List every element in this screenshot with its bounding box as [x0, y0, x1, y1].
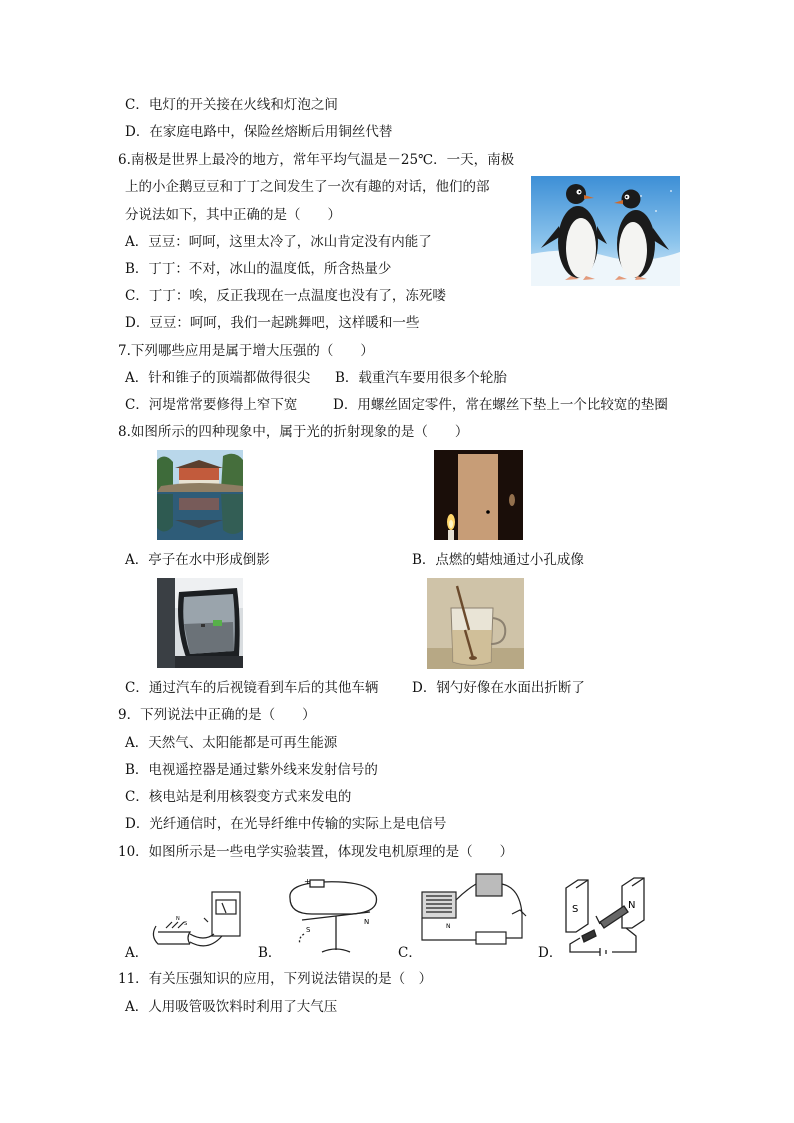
fig-d-s-label: S: [572, 904, 579, 915]
q7-option-d: D．用螺丝固定零件，常在螺丝下垫上一个比较宽的垫圈: [333, 397, 668, 413]
spoon-in-water-image: [427, 578, 524, 669]
q6-stem-line1: 6.南极是世界上最冷的地方，常年平均气温是－25℃．一天，南极: [118, 152, 515, 168]
q7-option-a: A．针和锥子的顶端都做得很尖: [125, 370, 311, 386]
q8-option-d: D．钢勺好像在水面出折断了: [412, 680, 585, 696]
q5-option-c: C．电灯的开关接在火线和灯泡之间: [125, 97, 338, 113]
q6-stem-line3: 分说法如下，其中正确的是（ ）: [125, 207, 341, 223]
fig-d-n-label: N: [628, 900, 636, 911]
q9-option-b: B．电视遥控器是通过紫外线来发射信号的: [125, 762, 378, 778]
fig-b-s-label: S: [306, 926, 311, 934]
q9-option-a: A．天然气、太阳能都是可再生能源: [125, 735, 338, 751]
q6-stem-line2: 上的小企鹅豆豆和丁丁之间发生了一次有趣的对话，他们的部: [125, 179, 490, 195]
penguins-image: [531, 176, 680, 286]
fig-b-n-label: N: [364, 918, 370, 926]
q11-stem: 11．有关压强知识的应用，下列说法错误的是（ ）: [118, 971, 433, 987]
q6-option-d: D．豆豆：呵呵，我们一起跳舞吧，这样暖和一些: [125, 315, 420, 331]
fig-a-galvanometer-magnet: [146, 878, 251, 960]
q9-option-c: C．核电站是利用核裂变方式来发电的: [125, 789, 352, 805]
q10-option-d: D．: [538, 945, 563, 961]
q6-option-c: C．丁丁：唉，反正我现在一点温度也没有了，冻死喽: [125, 288, 446, 304]
fig-c-solenoid-circuit: [416, 870, 531, 960]
q6-option-b: B．丁丁：不对，冰山的温度低，所含热量少: [125, 261, 392, 277]
pavilion-reflection-image: [157, 450, 243, 540]
svg-text:N: N: [176, 916, 180, 922]
svg-text:N: N: [446, 923, 451, 930]
fig-b-wire-over-compass: [282, 874, 390, 960]
q6-option-a: A．豆豆：呵呵，这里太冷了，冰山肯定没有内能了: [125, 234, 432, 250]
q10-option-b: B．: [258, 945, 282, 961]
q8-stem: 8.如图所示的四种现象中，属于光的折射现象的是（ ）: [118, 424, 469, 440]
q9-option-d: D．光纤通信时，在光导纤维中传输的实际上是电信号: [125, 816, 447, 832]
rearview-mirror-image: [157, 578, 243, 668]
fig-d-magnet-wire-circuit: [560, 876, 656, 960]
svg-text:S: S: [184, 921, 188, 927]
q11-option-a: A．人用吸管吸饮料时利用了大气压: [125, 999, 338, 1015]
q8-option-b: B．点燃的蜡烛通过小孔成像: [412, 552, 584, 568]
q7-stem: 7.下列哪些应用是属于增大压强的（ ）: [118, 343, 374, 359]
q5-option-d: D．在家庭电路中，保险丝熔断后用铜丝代替: [125, 124, 393, 140]
q7-option-c: C．河堤常常要修得上窄下宽: [125, 397, 298, 413]
q10-option-c: C．: [398, 945, 422, 961]
candle-pinhole-image: [434, 450, 523, 540]
q8-option-a: A．亭子在水中形成倒影: [125, 552, 270, 568]
q7-option-b: B．载重汽车要用很多个轮胎: [335, 370, 507, 386]
q10-option-a: A．: [125, 945, 149, 961]
q8-option-c: C．通过汽车的后视镜看到车后的其他车辆: [125, 680, 379, 696]
q9-stem: 9．下列说法中正确的是（ ）: [118, 707, 316, 723]
svg-text:+: +: [304, 877, 311, 886]
q10-stem: 10．如图所示是一些电学实验装置，体现发电机原理的是（ ）: [118, 844, 514, 860]
